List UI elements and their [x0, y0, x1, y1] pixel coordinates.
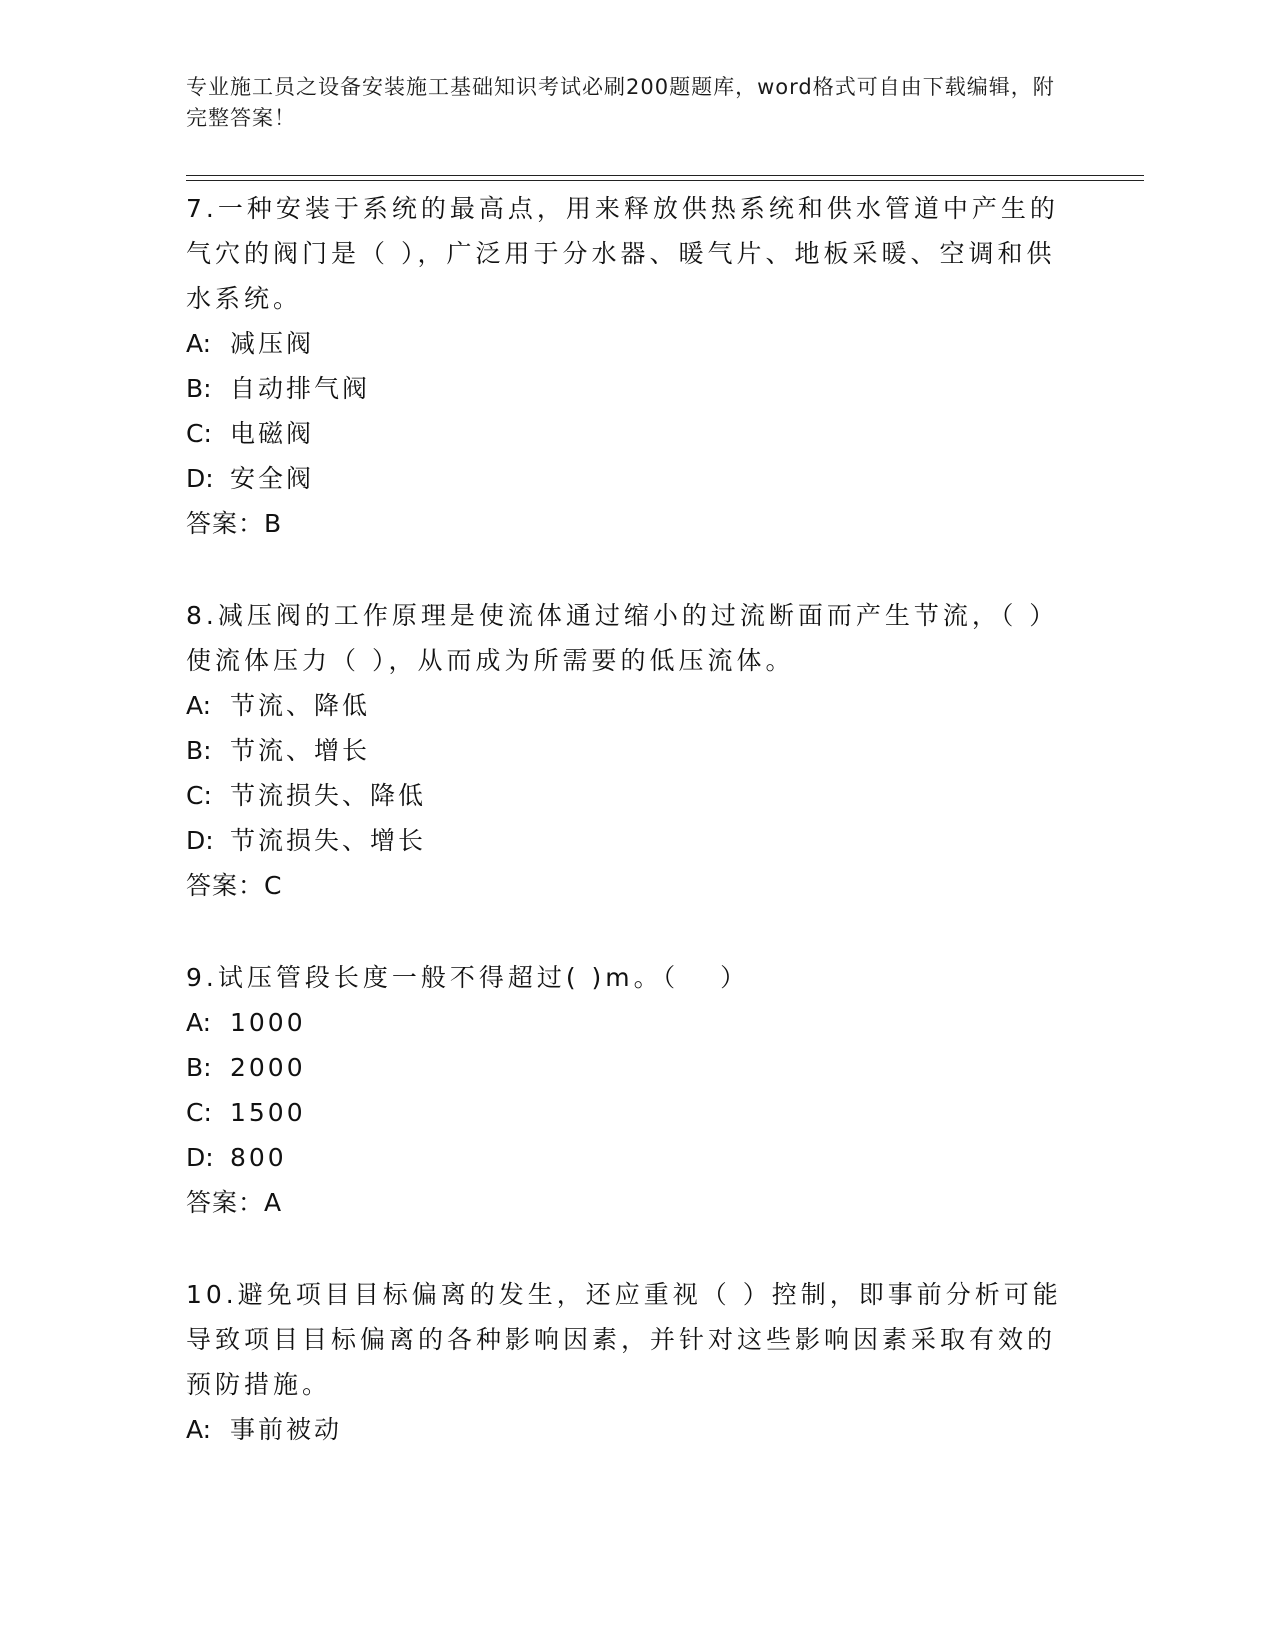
option-text: 1000 [230, 1008, 306, 1037]
option-a [186, 321, 1066, 366]
header-divider-top [186, 175, 1144, 176]
header-divider-bottom [186, 180, 1144, 181]
option-text: 1500 [230, 1098, 306, 1127]
option-text: 事前被动 [230, 1415, 343, 1444]
option-key: A: [186, 1415, 212, 1444]
option-a [186, 1407, 1066, 1452]
option-b [186, 728, 1066, 773]
option-b [186, 366, 1066, 411]
option-key: B: [186, 736, 212, 765]
option-text: 节流、增长 [230, 736, 371, 765]
option-d [186, 818, 1066, 863]
option-c [186, 411, 1066, 456]
option-key: B: [186, 1053, 212, 1082]
question-stem: 7.一种安装于系统的最高点，用来释放供热系统和供水管道中产生的气穴的阀门是（ ），广泛用于分水器、暖气片、地板采暖、空调和供水系统。 [186, 194, 1059, 313]
option-key: D: [186, 464, 214, 493]
question-item [186, 955, 1066, 1225]
option-text: 安全阀 [230, 464, 315, 493]
option-a [186, 683, 1066, 728]
answer-line: 答案：A [186, 1188, 283, 1217]
option-c [186, 1090, 1066, 1135]
option-key: C: [186, 419, 212, 448]
option-text: 减压阀 [230, 329, 315, 358]
option-text: 节流、降低 [230, 691, 371, 720]
option-a [186, 1000, 1066, 1045]
question-item [186, 186, 1066, 546]
option-text: 800 [230, 1143, 287, 1172]
option-key: A: [186, 1008, 212, 1037]
option-key: C: [186, 781, 212, 810]
option-text: 节流损失、降低 [230, 781, 427, 810]
option-key: A: [186, 329, 212, 358]
question-stem: 10.避免项目目标偏离的发生，还应重视（ ）控制，即事前分析可能导致项目目标偏离的各种影响因素，并针对这些影响因素采取有效的预防措施。 [186, 1280, 1062, 1399]
question-list [186, 186, 1066, 1499]
option-c [186, 773, 1066, 818]
option-text: 2000 [230, 1053, 306, 1082]
question-stem: 9.试压管段长度一般不得超过( )m。（ ） [186, 963, 750, 992]
document-header: 专业施工员之设备安装施工基础知识考试必刷200题题库，word格式可自由下载编辑，附完整答案！ [186, 75, 1055, 130]
answer-line: 答案：B [186, 509, 283, 538]
option-text: 节流损失、增长 [230, 826, 427, 855]
question-item [186, 1272, 1066, 1452]
option-text: 电磁阀 [230, 419, 315, 448]
option-key: A: [186, 691, 212, 720]
question-stem: 8.减压阀的工作原理是使流体通过缩小的过流断面而产生节流，（ ）使流体压力（ ），从而成为所需要的低压流体。 [186, 601, 1059, 675]
answer-line: 答案：C [186, 871, 283, 900]
option-key: D: [186, 1143, 214, 1172]
option-b [186, 1045, 1066, 1090]
question-item [186, 593, 1066, 908]
option-d [186, 1135, 1066, 1180]
option-d [186, 456, 1066, 501]
option-key: C: [186, 1098, 212, 1127]
option-key: D: [186, 826, 214, 855]
option-key: B: [186, 374, 212, 403]
option-text: 自动排气阀 [230, 374, 371, 403]
